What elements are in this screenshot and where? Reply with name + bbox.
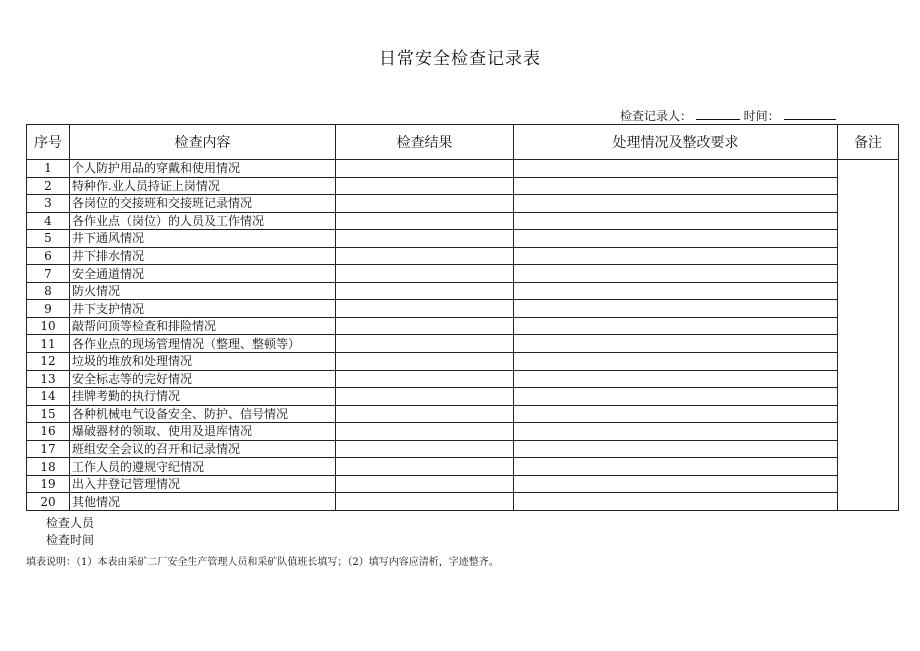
row-number: 6 <box>27 247 70 265</box>
row-number: 20 <box>27 493 70 511</box>
result-cell[interactable] <box>336 405 514 423</box>
fill-instructions: 填表说明：（1）本表由采矿二厂安全生产管理人员和采矿队值班长填写；（2）填写内容应清析，字迹整齐。 <box>26 557 499 568</box>
result-cell[interactable] <box>336 195 514 213</box>
handling-cell[interactable] <box>514 405 838 423</box>
table-row <box>27 230 899 248</box>
recorder-blank[interactable] <box>696 107 740 120</box>
handling-cell[interactable] <box>514 388 838 406</box>
table-row <box>27 458 899 476</box>
result-cell[interactable] <box>336 212 514 230</box>
handling-cell[interactable] <box>514 212 838 230</box>
row-number: 9 <box>27 300 70 318</box>
row-number: 4 <box>27 212 70 230</box>
row-number: 11 <box>27 335 70 353</box>
table-row <box>27 247 899 265</box>
row-content: 敲帮问顶等检查和排险情况 <box>70 317 336 335</box>
row-number: 3 <box>27 195 70 213</box>
handling-cell[interactable] <box>514 160 838 178</box>
handling-cell[interactable] <box>514 195 838 213</box>
header-no: 序号 <box>27 125 70 160</box>
table-row <box>27 353 899 371</box>
row-content: 个人防护用品的穿戴和使用情况 <box>70 160 336 178</box>
row-content: 防火情况 <box>70 282 336 300</box>
row-number: 13 <box>27 370 70 388</box>
table-row <box>27 195 899 213</box>
row-content: 垃圾的堆放和处理情况 <box>70 353 336 371</box>
result-cell[interactable] <box>336 423 514 441</box>
header-handling: 处理情况及整改要求 <box>514 125 838 160</box>
row-number: 12 <box>27 353 70 371</box>
row-number: 2 <box>27 177 70 195</box>
header-remark: 备注 <box>838 125 899 160</box>
table-row <box>27 335 899 353</box>
row-content: 爆破器材的领取、使用及退库情况 <box>70 423 336 441</box>
result-cell[interactable] <box>336 335 514 353</box>
result-cell[interactable] <box>336 282 514 300</box>
row-content: 出入井登记管理情况 <box>70 475 336 493</box>
row-content: 井下支护情况 <box>70 300 336 318</box>
row-number: 19 <box>27 475 70 493</box>
handling-cell[interactable] <box>514 475 838 493</box>
table-row <box>27 282 899 300</box>
inspector-label: 检查人员 <box>46 516 95 530</box>
time-blank[interactable] <box>784 107 836 120</box>
row-number: 16 <box>27 423 70 441</box>
table-row <box>27 475 899 493</box>
row-content: 工作人员的遵规守纪情况 <box>70 458 336 476</box>
result-cell[interactable] <box>336 370 514 388</box>
result-cell[interactable] <box>336 160 514 178</box>
row-content: 各岗位的交接班和交接班记录情况 <box>70 195 336 213</box>
result-cell[interactable] <box>336 475 514 493</box>
handling-cell[interactable] <box>514 230 838 248</box>
handling-cell[interactable] <box>514 458 838 476</box>
row-number: 1 <box>27 160 70 178</box>
row-content: 各种机械电气设备安全、防护、信号情况 <box>70 405 336 423</box>
result-cell[interactable] <box>336 177 514 195</box>
time-label: 时间： <box>743 109 780 123</box>
table-row <box>27 317 899 335</box>
row-number: 18 <box>27 458 70 476</box>
handling-cell[interactable] <box>514 265 838 283</box>
row-content: 班组安全会议的召开和记录情况 <box>70 440 336 458</box>
row-number: 14 <box>27 388 70 406</box>
handling-cell[interactable] <box>514 493 838 511</box>
row-content: 井下通风情况 <box>70 230 336 248</box>
handling-cell[interactable] <box>514 247 838 265</box>
table-row <box>27 493 899 511</box>
result-cell[interactable] <box>336 493 514 511</box>
row-content: 安全标志等的完好情况 <box>70 370 336 388</box>
row-content: 安全通道情况 <box>70 265 336 283</box>
result-cell[interactable] <box>336 388 514 406</box>
row-number: 8 <box>27 282 70 300</box>
row-content: 各作业点（岗位）的人员及工作情况 <box>70 212 336 230</box>
handling-cell[interactable] <box>514 353 838 371</box>
table-row <box>27 405 899 423</box>
table-row <box>27 160 899 178</box>
table-row <box>27 370 899 388</box>
result-cell[interactable] <box>336 247 514 265</box>
recorder-line <box>620 107 836 124</box>
row-number: 15 <box>27 405 70 423</box>
row-content: 其他情况 <box>70 493 336 511</box>
table-row <box>27 440 899 458</box>
row-content: 井下排水情况 <box>70 247 336 265</box>
handling-cell[interactable] <box>514 177 838 195</box>
page-title: 日常安全检查记录表 <box>379 49 541 69</box>
inspect-time-label: 检查时间 <box>46 533 95 547</box>
inspection-table <box>26 124 899 511</box>
row-number: 5 <box>27 230 70 248</box>
result-cell[interactable] <box>336 440 514 458</box>
row-content: 挂牌考勤的执行情况 <box>70 388 336 406</box>
header-result: 检查结果 <box>336 125 514 160</box>
handling-cell[interactable] <box>514 440 838 458</box>
table-row <box>27 212 899 230</box>
table-row <box>27 423 899 441</box>
result-cell[interactable] <box>336 317 514 335</box>
remark-cell[interactable] <box>838 160 899 511</box>
recorder-label: 检查记录人： <box>620 109 693 123</box>
handling-cell[interactable] <box>514 300 838 318</box>
handling-cell[interactable] <box>514 423 838 441</box>
row-number: 17 <box>27 440 70 458</box>
table-row <box>27 300 899 318</box>
header-content: 检查内容 <box>70 125 336 160</box>
table-row <box>27 177 899 195</box>
handling-cell[interactable] <box>514 317 838 335</box>
table-row <box>27 388 899 406</box>
row-content: 各作业点的现场管理情况（整理、整顿等） <box>70 335 336 353</box>
header-row <box>27 125 899 160</box>
row-content: 特种作.业人员持证上岗情况 <box>70 177 336 195</box>
handling-cell[interactable] <box>514 370 838 388</box>
handling-cell[interactable] <box>514 335 838 353</box>
result-cell[interactable] <box>336 353 514 371</box>
table-row <box>27 265 899 283</box>
result-cell[interactable] <box>336 300 514 318</box>
row-number: 7 <box>27 265 70 283</box>
result-cell[interactable] <box>336 265 514 283</box>
result-cell[interactable] <box>336 230 514 248</box>
handling-cell[interactable] <box>514 282 838 300</box>
result-cell[interactable] <box>336 458 514 476</box>
row-number: 10 <box>27 317 70 335</box>
